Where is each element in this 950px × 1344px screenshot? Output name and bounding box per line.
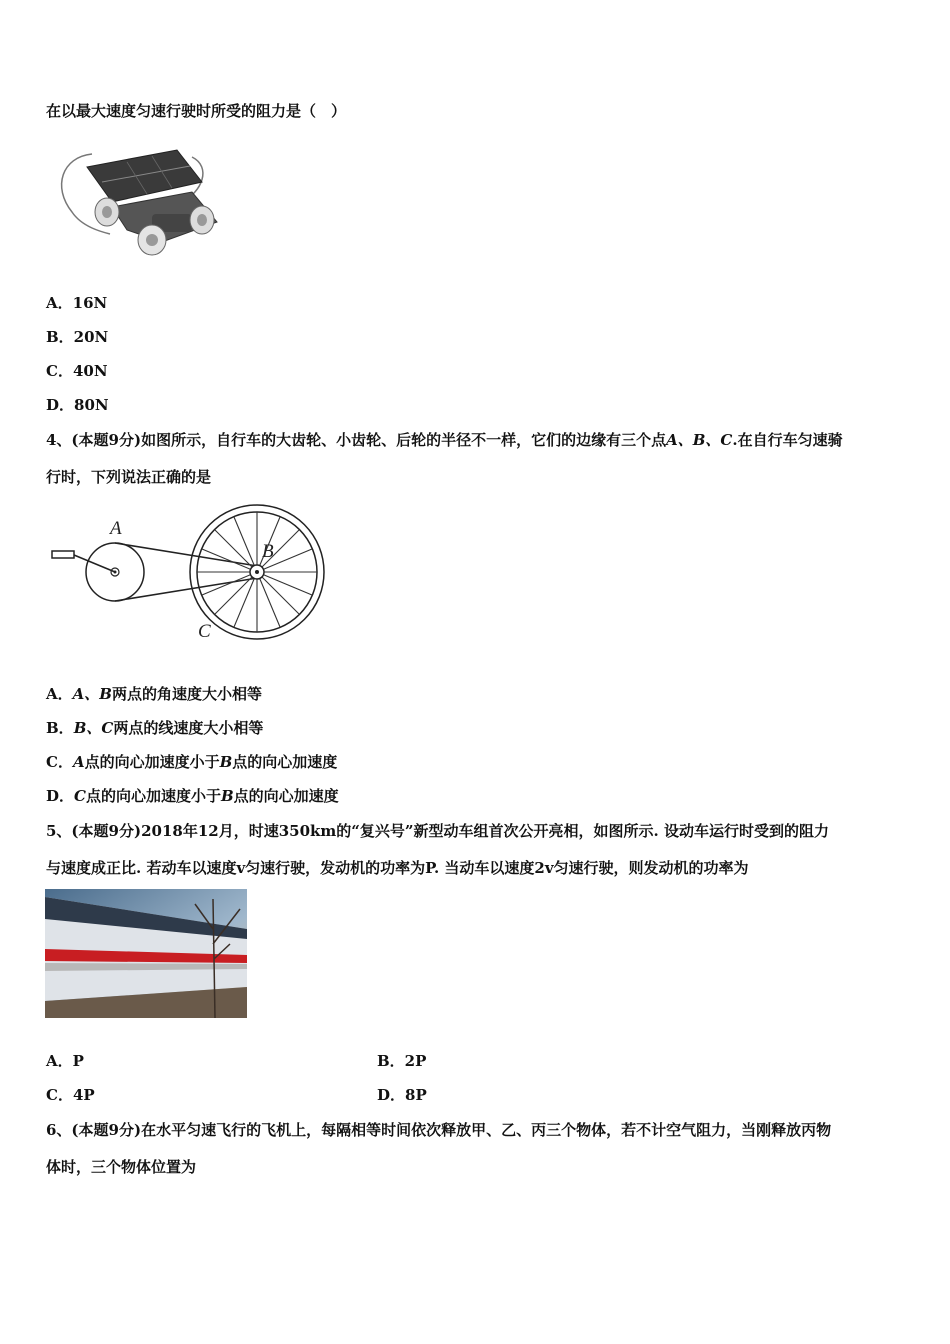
label-b: B (262, 541, 274, 562)
solar-car-image (52, 142, 224, 260)
q5-option-c: C．4P (46, 1086, 95, 1104)
train-photo (45, 889, 247, 1018)
q5-option-d: D．8P (377, 1086, 427, 1104)
q5-option-a: A．P (46, 1052, 84, 1070)
bicycle-gear-diagram (46, 500, 336, 645)
q3-option-d: D．80N (46, 396, 109, 414)
q6-stem-line1: 6、(本题9分)在水平匀速飞行的飞机上，每隔相等时间依次释放甲、乙、丙三个物体，若不计空气阻力，当刚释放丙物 (46, 1121, 832, 1139)
q4-option-c: C．A点的向心加速度小于B点的向心加速度 (46, 753, 338, 771)
q4-stem-line2: 行时，下列说法正确的是 (46, 468, 212, 486)
label-a: A (110, 518, 122, 539)
q4-option-d: D．C点的向心加速度小于B点的向心加速度 (46, 787, 339, 805)
q3-stem: 在以最大速度匀速行驶时所受的阻力是（ ） (46, 102, 347, 120)
q4-option-a: A．A、B两点的角速度大小相等 (46, 685, 262, 703)
q5-option-b: B．2P (377, 1052, 427, 1070)
q3-option-a: A．16N (46, 294, 108, 312)
q3-option-c: C．40N (46, 362, 108, 380)
q5-stem-line2: 与速度成正比. 若动车以速度v匀速行驶，发动机的功率为P. 当动车以速度2v匀速行驶，则发动机的功率为 (46, 859, 749, 877)
label-c: C (198, 621, 211, 642)
q3-option-b: B．20N (46, 328, 109, 346)
q6-stem-line2: 体时，三个物体位置为 (46, 1158, 197, 1176)
q4-option-b: B．B、C两点的线速度大小相等 (46, 719, 264, 737)
q5-stem-line1: 5、(本题9分)2018年12月，时速350km的“复兴号”新型动车组首次公开亮相，如图所示. 设动车运行时受到的阻力 (46, 822, 829, 840)
q4-stem-line1: 4、(本题9分)如图所示，自行车的大齿轮、小齿轮、后轮的半径不一样，它们的边缘有三个点A、B、C.在自行车匀速骑 (46, 431, 843, 449)
